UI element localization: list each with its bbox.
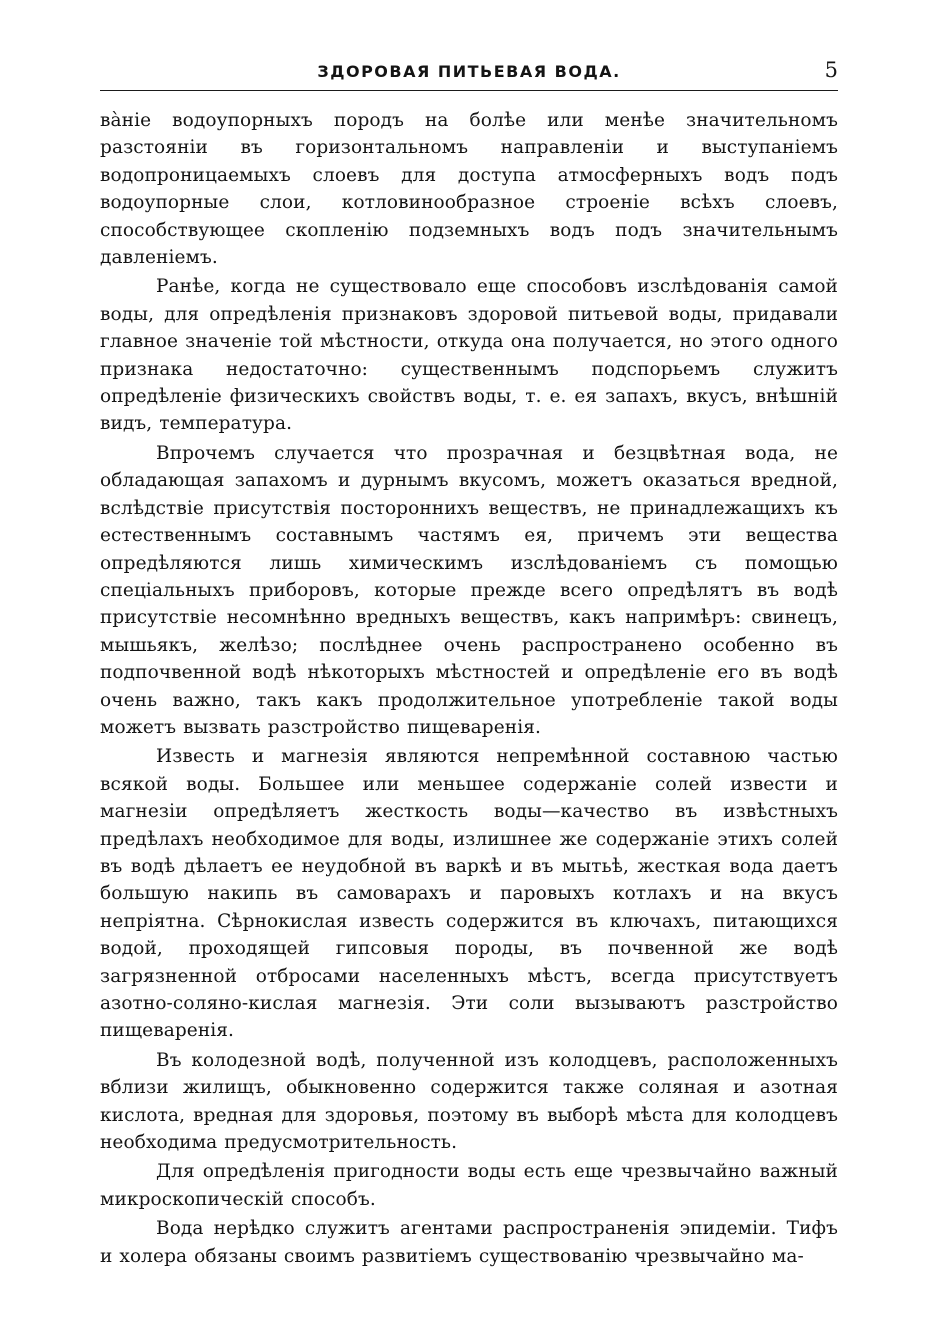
paragraph-7: Вода нерѣдко служитъ агентами распространенія эпидеміи. Тифъ и холера обязаны своимъ развитіемъ существованію чрезвычайно ма- — [100, 1218, 838, 1267]
running-title: ЗДОРОВАЯ ПИТЬЕВАЯ ВОДА. — [317, 62, 621, 81]
running-header — [100, 56, 838, 91]
page-number: 5 — [824, 58, 838, 82]
paragraph-1: ва̀ніе водоупорныхъ породъ на болѣе или менѣе значительномъ разстояніи въ горизонтальномъ направленіи и выступаніемъ водопроницаемыхъ слоевъ для доступа атмосферныхъ водъ подъ водоупорные слои, котловинообразное строеніе всѣхъ слоевъ, способствующее скопленію подземныхъ водъ подъ значительнымъ давленіемъ. — [100, 110, 838, 269]
paragraph-5: Въ колодезной водѣ, полученной изъ колодцевъ, расположенныхъ вблизи жилищъ, обыкновенно содержится также соляная и азотная кислота, вредная для здоровья, поэтому въ выборѣ мѣста для колодцевъ необходима предусмотрительность. — [100, 1049, 838, 1154]
book-page — [100, 56, 838, 1270]
paragraph-3: Впрочемъ случается что прозрачная и безцвѣтная вода, не обладающая запахомъ и дурнымъ вкусомъ, можетъ оказаться вредной, вслѣдствіе присутствія постороннихъ веществъ, не принадлежащихъ къ естественнымъ составнымъ частямъ ея, причемъ эти вещества опредѣляются лишь химическимъ изслѣдованіемъ съ помощью спеціальныхъ приборовъ, которые прежде всего опредѣлятъ въ водѣ присутствіе несомнѣнно вредныхъ веществъ, какъ напримѣръ: свинецъ, мышьякъ, желѣзо; послѣднее очень распространено особенно въ подпочвенной водѣ нѣкоторыхъ мѣстностей и опредѣленіе его въ водѣ очень важно, такъ какъ продолжительное употребленіе такой воды можетъ вызвать разстройство пищеваренія. — [100, 442, 838, 738]
body-text — [100, 107, 838, 1270]
paragraph-6: Для опредѣленія пригодности воды есть еще чрезвычайно важный микроскопическій способъ. — [100, 1161, 838, 1210]
paragraph-2: Ранѣе, когда не существовало еще способовъ изслѣдованія самой воды, для опредѣленія признаковъ здоровой питьевой воды, придавали главное значеніе той мѣстности, откуда она получается, но этого одного признака недостаточно: существеннымъ подспорьемъ служитъ опредѣленіе физическихъ свойствъ воды, т. е. ея запахъ, вкусъ, внѣшній видъ, температура. — [100, 276, 838, 435]
paragraph-4: Известь и магнезія являются непремѣнной составною частью всякой воды. Большее или меньшее содержаніе солей извести и магнезіи опредѣляетъ жесткость воды—качество въ извѣстныхъ предѣлахъ необходимое для воды, излишнее же содержаніе этихъ солей въ водѣ дѣлаетъ ее неудобной въ варкѣ и въ мытьѣ, жесткая вода даетъ большую накипь въ самоварахъ и паровыхъ котлахъ и на вкусъ непріятна. Сѣрнокислая известь содержится въ ключахъ, питающихся водой, проходящей гипсовыя породы, въ почвенной же водѣ загрязненной отбросами населенныхъ мѣстъ, всегда присутствуетъ азотно-соляно-кислая магнезія. Эти соли вызываютъ разстройство пищеваренія. — [100, 746, 838, 1042]
